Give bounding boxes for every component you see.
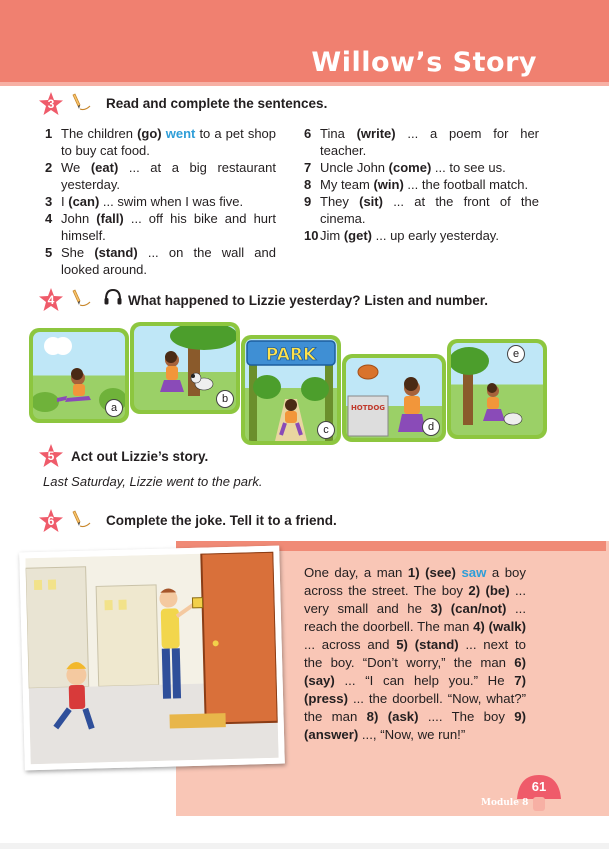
hotdog-sign-text: HOTDOG bbox=[350, 404, 386, 412]
joke-verb: 8) (ask) bbox=[366, 709, 419, 724]
joke-segment: a boy across the street. The boy bbox=[304, 565, 526, 598]
item-verb: (stand) bbox=[94, 245, 138, 260]
item-rest: ... to see us. bbox=[431, 160, 506, 175]
sentence-item bbox=[304, 193, 539, 227]
joke-verb: 3) (can/not) bbox=[430, 601, 507, 616]
picture-label: d bbox=[422, 418, 440, 436]
joke-segment: ... next to the boy. “Don’t worry,” the man bbox=[304, 637, 526, 670]
picture-b bbox=[130, 322, 240, 414]
item-number: 9 bbox=[304, 194, 312, 209]
picture-d bbox=[342, 354, 446, 442]
item-number: 5 bbox=[45, 245, 53, 260]
picture-c bbox=[241, 335, 341, 445]
item-subject: The children bbox=[61, 126, 138, 141]
picture-a bbox=[29, 328, 129, 423]
item-subject: They bbox=[320, 194, 360, 209]
module-label: Module 8 bbox=[481, 798, 529, 808]
joke-verb: 1) (see) bbox=[407, 565, 456, 580]
item-verb: (write) bbox=[356, 126, 396, 141]
item-verb: (eat) bbox=[90, 160, 119, 175]
joke-segment: ... across and bbox=[304, 637, 397, 652]
bottom-edge bbox=[0, 843, 609, 849]
item-rest: ... swim when I was five. bbox=[99, 194, 244, 209]
item-rest: ... on the wall and looked around. bbox=[61, 245, 276, 277]
exercise-3-badge bbox=[38, 91, 64, 117]
park-sign-text: PARK bbox=[265, 345, 317, 365]
item-subject: I bbox=[61, 194, 69, 209]
sentence-item bbox=[45, 244, 276, 278]
exercise-5-example: Last Saturday, Lizzie went to the park. bbox=[43, 474, 263, 489]
joke-segment: ... very small and he bbox=[304, 583, 527, 616]
item-rest: ... the football match. bbox=[403, 177, 529, 192]
joke-answer: saw bbox=[461, 565, 487, 580]
item-number: 7 bbox=[304, 160, 312, 175]
item-number: 6 bbox=[304, 126, 312, 141]
item-subject: She bbox=[61, 245, 95, 260]
exercise-6-badge bbox=[38, 508, 64, 534]
item-rest: ... at the front of the cinema. bbox=[320, 194, 539, 226]
exercise-number: 6 bbox=[47, 514, 55, 528]
joke-verb: 9) (answer) bbox=[304, 709, 526, 742]
item-subject: My team bbox=[320, 177, 374, 192]
item-subject: Jim bbox=[320, 228, 344, 243]
item-subject: Uncle John bbox=[320, 160, 389, 175]
picture-strip bbox=[29, 322, 577, 444]
joke-segment: .... The boy bbox=[418, 709, 515, 724]
item-number: 3 bbox=[45, 194, 53, 209]
joke-segment: ... reach the doorbell. The man bbox=[304, 601, 526, 634]
joke-cartoon bbox=[19, 546, 285, 771]
exercise-4-badge bbox=[38, 287, 64, 313]
exercise-6-heading: Complete the joke. Tell it to a friend. bbox=[106, 513, 337, 528]
joke-verb: 2) (be) bbox=[468, 583, 510, 598]
pencil-icon bbox=[70, 288, 92, 308]
joke-segment: ..., “Now, we run!” bbox=[358, 727, 466, 742]
item-subject: Tina bbox=[320, 126, 357, 141]
item-number: 1 bbox=[45, 126, 53, 141]
exercise-number: 4 bbox=[47, 293, 55, 307]
joke-segment: One day, a man bbox=[304, 565, 408, 580]
item-verb: (can) bbox=[68, 194, 100, 209]
item-rest: to a pet shop to buy cat food. bbox=[61, 126, 277, 158]
sentence-item bbox=[45, 193, 276, 210]
item-number: 10 bbox=[304, 228, 319, 243]
item-verb: (fall) bbox=[96, 211, 124, 226]
exercise-number: 3 bbox=[47, 97, 55, 111]
item-subject: We bbox=[61, 160, 91, 175]
item-rest: ... a poem for her teacher. bbox=[320, 126, 540, 158]
item-verb: (go) bbox=[137, 126, 162, 141]
page-title: Willow’s Story bbox=[311, 47, 537, 78]
pencil-icon bbox=[70, 509, 92, 529]
item-subject: John bbox=[61, 211, 97, 226]
exercise-3-right-column bbox=[304, 125, 539, 244]
item-verb: (win) bbox=[373, 177, 404, 192]
picture-label: a bbox=[105, 399, 123, 417]
joke-verb: 7) (press) bbox=[304, 673, 526, 706]
sentence-item bbox=[45, 125, 276, 159]
item-verb: (sit) bbox=[359, 194, 383, 209]
sentence-item bbox=[304, 227, 539, 244]
exercise-5-heading: Act out Lizzie’s story. bbox=[71, 449, 209, 464]
picture-e bbox=[447, 339, 547, 439]
pencil-icon bbox=[70, 92, 92, 112]
joke-segment: ... “I can help you.” He bbox=[334, 673, 515, 688]
joke-verb: 6) (say) bbox=[304, 655, 526, 688]
exercise-4-heading: What happened to Lizzie yesterday? Listen and number. bbox=[128, 293, 489, 308]
joke-segment: ... the doorbell. “Now, what?” the man bbox=[304, 691, 526, 724]
item-number: 8 bbox=[304, 177, 312, 192]
item-answer: went bbox=[165, 126, 196, 141]
exercise-3-heading: Read and complete the sentences. bbox=[106, 96, 328, 111]
joke-verb: 5) (stand) bbox=[396, 637, 459, 652]
item-number: 2 bbox=[45, 160, 53, 175]
sentence-item bbox=[45, 159, 276, 193]
item-number: 4 bbox=[45, 211, 53, 226]
page-number: 61 bbox=[531, 779, 547, 794]
exercise-3-left-column bbox=[45, 125, 276, 278]
picture-label: e bbox=[507, 345, 525, 363]
item-verb: (get) bbox=[343, 228, 373, 243]
item-rest: ... up early yesterday. bbox=[372, 228, 499, 243]
sentence-item bbox=[304, 125, 539, 159]
picture-label: c bbox=[317, 421, 335, 439]
sentence-item bbox=[45, 210, 276, 244]
joke-text bbox=[304, 564, 526, 744]
headphones-icon bbox=[103, 288, 123, 306]
item-verb: (come) bbox=[388, 160, 432, 175]
item-rest: ... off his bike and hurt himself. bbox=[61, 211, 276, 243]
exercise-5-badge bbox=[38, 443, 64, 469]
picture-label: b bbox=[216, 390, 234, 408]
joke-verb: 4) (walk) bbox=[473, 619, 526, 634]
doorbell-cartoon-illustration bbox=[25, 552, 278, 764]
sentence-item bbox=[304, 159, 539, 176]
lizzie-tree-illustration bbox=[451, 343, 543, 435]
item-rest: ... at a big restaurant yesterday. bbox=[61, 160, 276, 192]
exercise-number: 5 bbox=[47, 449, 55, 463]
sentence-item bbox=[304, 176, 539, 193]
